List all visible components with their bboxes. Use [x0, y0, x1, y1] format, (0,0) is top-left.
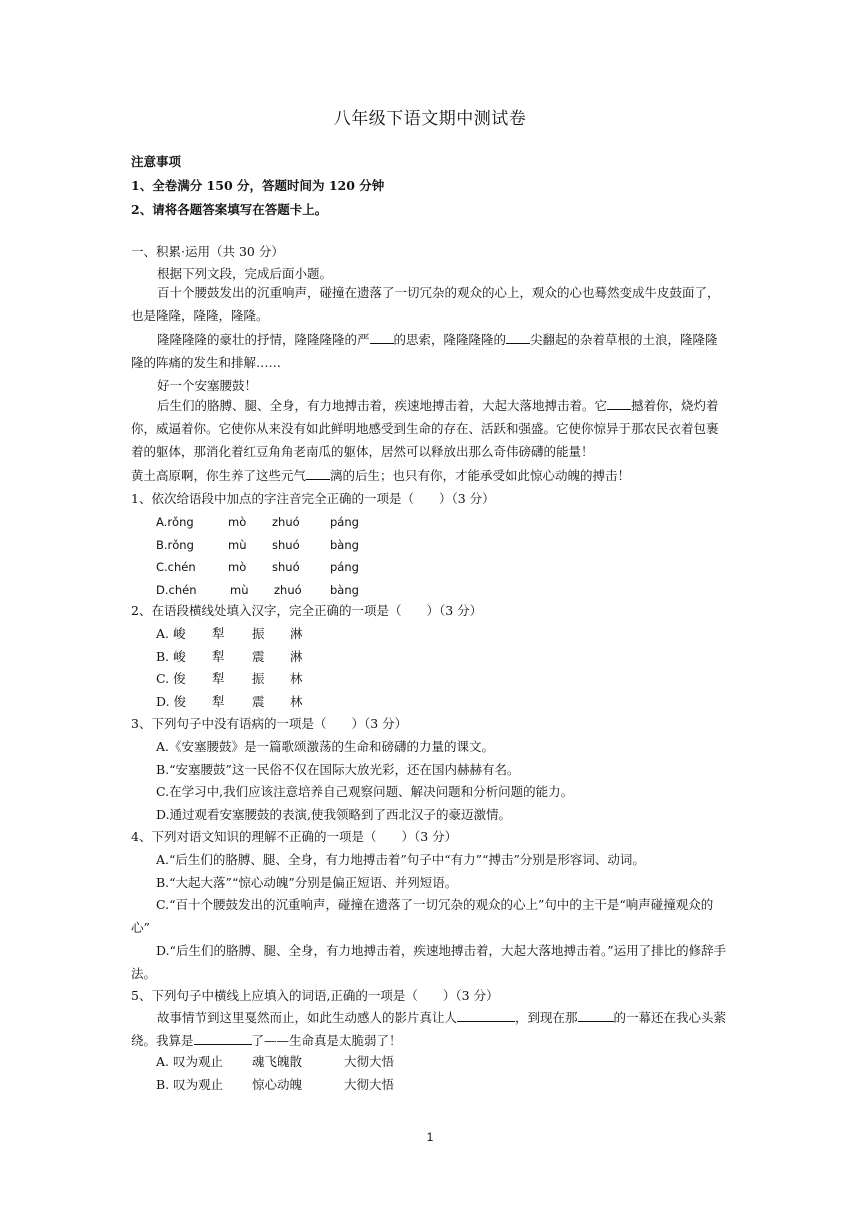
- q5-option-a: [156, 1054, 394, 1070]
- fill-blank: [607, 397, 631, 410]
- option-cell: bàng: [330, 538, 359, 552]
- passage-text: 的思索，隆隆隆隆的: [393, 332, 507, 347]
- option-cell: shuó: [272, 538, 300, 552]
- option-cell: C.chén: [156, 560, 196, 574]
- q4-option-d: D.“后生们的胳膊、腿、全身，有力地搏击着，疾速地搏击着，大起大落地搏击着。”运用了排比的修辞手法。: [131, 943, 727, 981]
- option-cell: mò: [228, 560, 247, 574]
- fill-blank: [306, 467, 330, 480]
- passage-text: 黄土高原啊，你生养了这些元气: [131, 468, 307, 483]
- q3-option-c: C.在学习中,我们应该注意培养自己观察问题、解决问题和分析问题的能力。: [156, 784, 574, 799]
- option-cell: páng: [330, 560, 359, 574]
- option-cell: C. 俊: [156, 671, 186, 686]
- option-cell: 振: [252, 626, 265, 641]
- option-cell: 林: [290, 694, 303, 709]
- page-title: 八年级下语文期中测试卷: [333, 109, 527, 129]
- option-cell: 犁: [212, 694, 225, 709]
- option-cell: mù: [230, 583, 249, 597]
- passage-text: 故事情节到这里戛然而止，如此生动感人的影片真让人: [157, 1010, 458, 1025]
- question-1-stem: 1、依次给语段中加点的字注音完全正确的一项是（ ）（3 分）: [131, 491, 495, 506]
- passage-paragraph-4: [131, 394, 730, 463]
- option-cell: 震: [252, 649, 265, 664]
- question-5-stem: 5、下列句子中横线上应填入的词语,正确的一项是（ ）（3 分）: [131, 988, 499, 1003]
- option-cell: 大彻大悟: [344, 1077, 395, 1092]
- q3-option-a: A.《安塞腰鼓》是一篇歌颂激荡的生命和磅礴的力量的课文。: [156, 739, 495, 754]
- fill-blank: [578, 1009, 614, 1022]
- passage-text: 隆隆隆隆的豪壮的抒情，隆隆隆隆的严: [157, 332, 370, 347]
- q2-option-d: [156, 694, 303, 710]
- notice-item-1: 1、全卷满分 150 分，答题时间为 120 分钟: [131, 178, 385, 193]
- q1-option-a: [156, 514, 359, 530]
- section-intro: 根据下列文段，完成后面小题。: [157, 266, 333, 281]
- question-2-stem: 2、在语段横线处填入汉字，完全正确的一项是（ ）（3 分）: [131, 603, 483, 618]
- option-cell: zhuó: [274, 583, 302, 597]
- q2-option-c: [156, 671, 303, 687]
- q1-option-c: [156, 559, 359, 575]
- option-cell: mò: [228, 515, 247, 529]
- q5-passage: [131, 1006, 730, 1052]
- question-4-stem: 4、下列对语文知识的理解不正确的一项是（ ）（3 分）: [131, 829, 458, 844]
- passage-text: 漓的后生；也只有你，才能承受如此惊心动魄的搏击！: [330, 468, 631, 483]
- fill-blank: [457, 1009, 515, 1022]
- passage-text: 撼着你，烧灼着你，威逼着你。它使你从来没有如此鲜明地感受到生命的存在、活跃和强盛。它使你惊异于那农民衣着包裹着的躯体，那消化着红豆角角老南瓜的躯体，居然可以释放出那么奇伟磅礴的能量！: [131, 398, 719, 459]
- passage-text: 的一幕还在我心头萦绕。我算是: [131, 1010, 727, 1048]
- option-cell: A. 叹为观止: [156, 1054, 223, 1069]
- option-cell: 震: [252, 694, 265, 709]
- option-cell: A. 峻: [156, 626, 186, 641]
- passage-paragraph-2: [131, 328, 730, 374]
- option-cell: páng: [330, 515, 359, 529]
- passage-paragraph-3: 好一个安塞腰鼓！: [157, 378, 258, 393]
- option-cell: 魂飞魄散: [252, 1054, 303, 1069]
- option-cell: 犁: [212, 671, 225, 686]
- option-cell: 振: [252, 671, 265, 686]
- option-cell: B. 峻: [156, 649, 186, 664]
- passage-text: 了——生命真是太脆弱了！: [251, 1033, 402, 1048]
- passage-paragraph-5: [131, 464, 730, 487]
- passage-paragraph-1: 百十个腰鼓发出的沉重响声，碰撞在遗落了一切冗杂的观众的心上，观众的心也蓦然变成牛皮鼓面了，也是隆隆，隆隆，隆隆。: [131, 285, 720, 323]
- q4-option-c: C.“百十个腰鼓发出的沉重响声，碰撞在遗落了一切冗杂的观众的心上”句中的主干是“响声碰撞观众的心”: [131, 897, 714, 935]
- q2-option-a: [156, 626, 303, 642]
- option-cell: A.rǒng: [156, 515, 194, 529]
- q4-option-b: B.“大起大落”“惊心动魄”分别是偏正短语、并列短语。: [156, 875, 458, 890]
- option-cell: 犁: [212, 649, 225, 664]
- option-cell: 林: [290, 671, 303, 686]
- option-cell: D.chén: [156, 583, 197, 597]
- q2-option-b: [156, 649, 303, 665]
- fill-blank: [194, 1032, 252, 1045]
- option-cell: 淋: [290, 626, 303, 641]
- q4-option-a: A.“后生们的胳膊、腿、全身，有力地搏击着”句子中“有力”“搏击”分别是形容词、动词。: [156, 852, 645, 867]
- question-3-stem: 3、下列句子中没有语病的一项是（ ）（3 分）: [131, 716, 408, 731]
- section-heading: 一、积累·运用（共 30 分）: [131, 244, 284, 259]
- option-cell: 淋: [290, 649, 303, 664]
- option-cell: bàng: [330, 583, 359, 597]
- q3-option-d: D.通过观看安塞腰鼓的表演,使我领略到了西北汉子的豪迈激情。: [156, 807, 512, 822]
- option-cell: D. 俊: [156, 694, 187, 709]
- q1-option-d: [156, 582, 359, 598]
- passage-text: ，到现在那: [515, 1010, 578, 1025]
- option-cell: B.rǒng: [156, 538, 194, 552]
- option-cell: zhuó: [272, 515, 300, 529]
- fill-blank: [506, 331, 530, 344]
- q3-option-b: B.“安塞腰鼓”这一民俗不仅在国际大放光彩，还在国内赫赫有名。: [156, 762, 520, 777]
- notice-item-2: 2、请将各题答案填写在答题卡上。: [131, 202, 328, 217]
- page-number: 1: [426, 1130, 434, 1144]
- passage-text: 后生们的胳膊、腿、全身，有力地搏击着，疾速地搏击着，大起大落地搏击着。它: [157, 398, 608, 413]
- option-cell: mù: [228, 538, 247, 552]
- q1-option-b: [156, 537, 359, 553]
- q5-option-b: [156, 1077, 394, 1093]
- option-cell: shuó: [272, 560, 300, 574]
- notice-heading: 注意事项: [131, 154, 182, 169]
- fill-blank: [370, 331, 394, 344]
- option-cell: 大彻大悟: [344, 1054, 395, 1069]
- option-cell: 惊心动魄: [252, 1077, 303, 1092]
- passage-text: 尖翻起的杂着草根的土浪，隆隆隆隆的阵痛的发生和排解……: [131, 332, 718, 370]
- option-cell: 犁: [212, 626, 225, 641]
- option-cell: B. 叹为观止: [156, 1077, 224, 1092]
